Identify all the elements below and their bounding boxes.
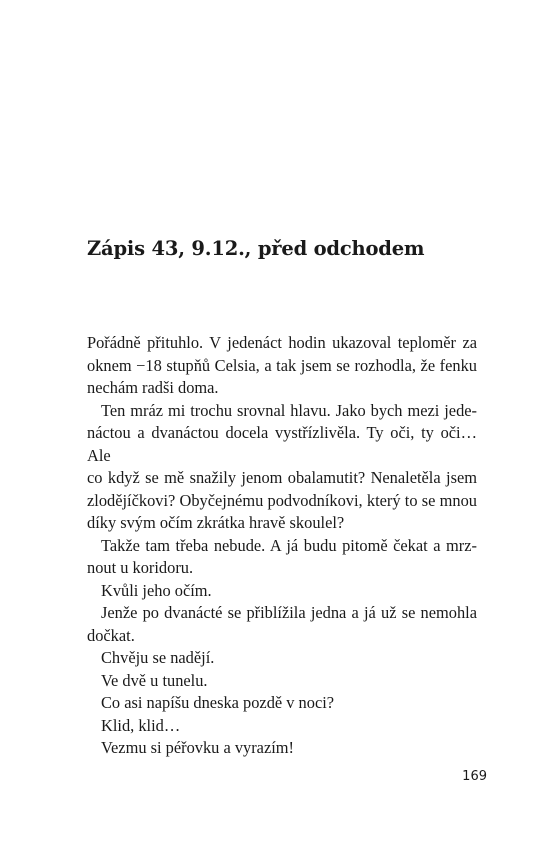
text-line: Co asi napíšu dneska pozdě v noci? (101, 693, 335, 712)
paragraph (87, 737, 477, 760)
text-line: Ten mráz mi trochu srovnal hlavu. Jako bych mezi jede- (101, 400, 477, 420)
text-line: Chvěju se nadějí. (101, 648, 215, 667)
text-line: zlodějíčkovi? Obyčejnému podvodníkovi, který to se mnou (87, 490, 477, 510)
text-line: Vezmu si péřovku a vyrazím! (101, 738, 294, 757)
text-line: Ve dvě u tunelu. (101, 670, 208, 690)
paragraph (87, 602, 477, 647)
chapter-heading: Zápis 43, 9.12., před odchodem (87, 237, 425, 260)
text-line: Klid, klid… (101, 715, 181, 735)
paragraph (87, 400, 477, 535)
text-line: náctou a dvanáctou docela vystřízlivěla. Ty oči, ty oči… Ale (87, 423, 477, 465)
text-line: nechám radši doma. (87, 378, 219, 397)
text-line: Kvůli jeho očím. (101, 580, 212, 600)
paragraph (87, 580, 477, 603)
paragraph (87, 647, 477, 670)
text-line: díky svým očím zkrátka hravě skoulel? (87, 513, 345, 532)
text-line: co když se mě snažily jenom obalamutit? Nenaletěla jsem (87, 468, 477, 487)
text-line: Jenže po dvanácté se přiblížila jedna a já už se nemohla (101, 603, 477, 622)
paragraph (87, 692, 477, 715)
text-line: nout u koridoru. (87, 558, 194, 577)
paragraph (87, 332, 477, 400)
text-line: Pořádně přituhlo. V jedenáct hodin ukazoval teploměr za (87, 333, 477, 352)
paragraph (87, 670, 477, 693)
paragraph (87, 535, 477, 580)
text-line: oknem −18 stupňů Celsia, a tak jsem se rozhodla, že fenku (87, 355, 477, 375)
page-number: 169 (462, 769, 487, 784)
text-line: dočkat. (87, 625, 135, 645)
text-line: Takže tam třeba nebude. A já budu pitomě čekat a mrz- (101, 535, 477, 555)
paragraph (87, 715, 477, 738)
body-text (87, 332, 477, 760)
